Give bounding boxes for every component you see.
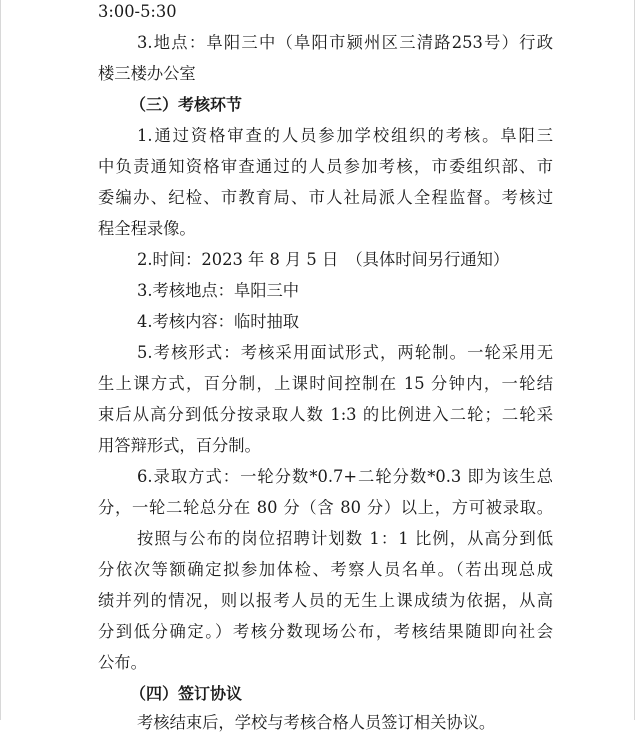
assessment-item-2-time: 2.时间：2023 年 8 月 5 日 （具体时间另行通知） <box>137 250 510 269</box>
assessment-item-5-line-3: 束后从高分到低分按录取人数 1:3 的比例进入二轮；二轮采 <box>98 405 553 424</box>
assessment-item-1-line-1: 1.通过资格审查的人员参加学校组织的考核。阜阳三 <box>137 126 553 145</box>
location-line-1: 3.地点：阜阳三中（阜阳市颍州区三清路253号）行政 <box>137 33 553 52</box>
assessment-item-1-line-3: 委编办、纪检、市教育局、市人社局派人全程监督。考核过 <box>98 188 553 207</box>
agreement-paragraph: 考核结束后，学校与考核合格人员签订相关协议。 <box>137 713 496 732</box>
assessment-item-5-line-1: 5.考核形式：考核采用面试形式，两轮制。一轮采用无 <box>137 343 553 362</box>
schedule-time-line: 3:00-5:30 <box>98 2 177 21</box>
assessment-item-6-line-2: 分，一轮二轮总分在 80 分（含 80 分）以上，方可被录取。 <box>98 498 553 517</box>
ranking-paragraph-line-5: 公布。 <box>98 653 147 672</box>
assessment-item-3-place: 3.考核地点：阜阳三中 <box>137 281 300 300</box>
ranking-paragraph-line-1: 按照与公布的岗位招聘计划数 1：1 比例，从高分到低 <box>137 529 553 548</box>
location-line-2: 楼三楼办公室 <box>98 64 196 83</box>
ranking-paragraph-line-4: 分到低分确定。）考核分数现场公布，考核结果随即向社会 <box>98 622 553 641</box>
section-heading-agreement: （四）签订协议 <box>130 684 243 703</box>
assessment-item-5-line-2: 生上课方式，百分制，上课时间控制在 15 分钟内，一轮结 <box>98 374 553 393</box>
ranking-paragraph-line-3: 绩并列的情况，则以报考人员的无生上课成绩为依据，从高 <box>98 591 553 610</box>
assessment-item-1-line-2: 中负责通知资格审查通过的人员参加考核，市委组织部、市 <box>98 157 553 176</box>
assessment-item-6-line-1: 6.录取方式：一轮分数*0.7+二轮分数*0.3 即为该生总 <box>137 467 553 486</box>
assessment-item-1-line-4: 程全程录像。 <box>98 219 196 238</box>
section-heading-assessment: （三）考核环节 <box>130 95 243 114</box>
assessment-item-5-line-4: 用答辩形式，百分制。 <box>98 436 261 455</box>
assessment-item-4-content: 4.考核内容：临时抽取 <box>137 312 300 331</box>
ranking-paragraph-line-2: 分依次等额确定拟参加体检、考察人员名单。（若出现总成 <box>98 560 553 579</box>
page-left-border <box>0 0 1 720</box>
